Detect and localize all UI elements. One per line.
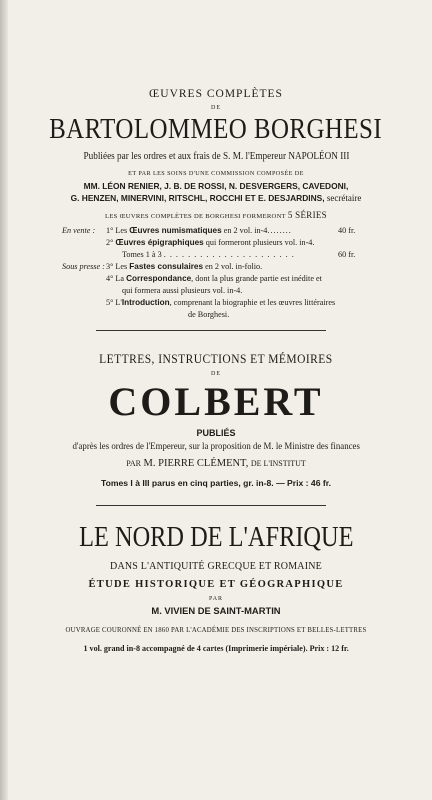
- item-2-price: 60 fr.: [338, 250, 356, 259]
- item-4-title: Correspondance: [126, 274, 192, 283]
- item-4: [106, 274, 322, 283]
- afrique-title-text: LE NORD DE L'AFRIQUE: [78, 521, 354, 553]
- afrique-par: PAR: [208, 596, 224, 602]
- item-3-num: 3°: [106, 262, 114, 271]
- item-5-cont: de Borghesi.: [188, 310, 230, 319]
- borghesi-published-text: Publiées par les ordres et aux frais de S. M. l'Empereur NAPOLÉON III: [83, 151, 349, 162]
- borghesi-title-text: BARTOLOMMEO BORGHESI: [49, 113, 383, 145]
- colbert-title: COLBERT: [108, 379, 324, 424]
- item-5-num: 5°: [106, 298, 114, 307]
- item-1-rest: en 2 vol. in-4: [223, 226, 268, 235]
- item-3-pre: Les: [115, 262, 128, 271]
- de-label: DE: [211, 105, 221, 111]
- colbert-heading: [16, 352, 416, 367]
- en-vente-label: En vente :: [62, 226, 96, 235]
- item-1-pre: Les: [115, 226, 128, 235]
- afrique-award: OUVRAGE COURONNÉ EN 1860 PAR L'ACADÉMIE DES INSCRIPTIONS ET BELLES-LETTRES: [65, 627, 367, 634]
- colbert-published: PUBLIÉS: [196, 428, 236, 438]
- members-line-1: MM. LÉON RENIER, J. B. DE ROSSI, N. DESVERGERS, CAVEDONI,: [83, 181, 349, 191]
- afrique-volume: [16, 643, 416, 653]
- afrique-volume-text: 1 vol. grand in-8 accompagné de 4 cartes (Imprimerie impériale). Prix : 12 fr.: [83, 643, 349, 653]
- item-2-rest: qui formeront plusieurs vol. in-4.: [205, 238, 315, 247]
- item-5: [106, 298, 335, 307]
- afrique-author: M. VIVIEN DE SAINT-MARTIN: [151, 605, 281, 616]
- item-1-price: 40 fr.: [338, 226, 356, 235]
- afrique-subtitle: DANS L'ANTIQUITÉ GRECQUE ET ROMAINE: [110, 561, 322, 572]
- colbert-de-label: DE: [211, 371, 221, 377]
- section-divider-2: [96, 505, 326, 506]
- item-1-num: 1°: [106, 226, 114, 235]
- sous-presse-label: Sous presse :: [62, 262, 105, 271]
- item-4-num: 4°: [106, 274, 114, 283]
- item-3-rest: en 2 vol. in-folio.: [205, 262, 263, 271]
- members-line-2-names: G. HENZEN, MINERVINI, RITSCHL, ROCCHI ET E. DESJARDINS,: [70, 193, 325, 203]
- item-4-cont: qui formera aussi plusieurs vol. in-4.: [122, 286, 243, 295]
- colbert-volumes: Tomes I à III parus en cinq parties, gr. in-8. — Prix : 46 fr.: [100, 478, 332, 488]
- section-divider-1: [96, 330, 326, 331]
- item-2-tomes-text: Tomes 1 à 3: [122, 250, 162, 259]
- item-1-title: Œuvres numismatiques: [129, 226, 222, 235]
- item-5-title: Introduction: [121, 298, 170, 307]
- page-gutter-shadow: [0, 0, 8, 800]
- members-line-2: [16, 193, 416, 203]
- item-2-title: Œuvres épigraphiques: [115, 238, 204, 247]
- item-2-num: 2°: [106, 238, 114, 247]
- borghesi-title: [16, 113, 416, 146]
- item-5-pre: L': [115, 298, 122, 307]
- item-3-title: Fastes consulaires: [129, 262, 204, 271]
- series-note: [16, 210, 416, 220]
- series-note-text: LES ŒUVRES COMPLÈTES DE BORGHESI FORMERONT: [105, 213, 286, 220]
- item-1: [106, 226, 292, 235]
- members-role: secrétaire: [326, 193, 362, 203]
- colbert-order-text: d'après les ordres de l'Empereur, sur la proposition de M. le Ministre des finances: [72, 441, 360, 452]
- afrique-study: ÉTUDE HISTORIQUE ET GÉOGRAPHIQUE: [88, 579, 344, 590]
- oeuvres-heading: ŒUVRES COMPLÈTES: [149, 88, 283, 100]
- item-2: [106, 238, 314, 247]
- colbert-editor-institute: DE L'INSTITUT: [250, 459, 306, 468]
- item-2-tomes-dots: . . . . . . . . . . . . . . . . . . . . . .: [163, 250, 295, 259]
- item-4-rest: , dont la plus grande partie est inédite et: [191, 274, 322, 283]
- borghesi-published: [16, 151, 416, 162]
- item-3: [106, 262, 262, 271]
- item-5-rest: , comprenant la biographie et les œuvres littéraires: [169, 298, 336, 307]
- item-2-tomes: [122, 250, 295, 259]
- colbert-editor-par: PAR: [126, 459, 142, 468]
- colbert-editor: [16, 458, 416, 469]
- colbert-order: [16, 441, 416, 452]
- commission-line: ET PAR LES SOINS D'UNE COMMISSION COMPOSÉE DE: [128, 170, 304, 177]
- colbert-editor-name: M. PIERRE CLÉMENT,: [143, 458, 249, 469]
- afrique-title: [16, 521, 416, 554]
- item-1-dots: ........: [267, 226, 292, 235]
- series-count: 5 SÉRIES: [287, 210, 327, 220]
- item-4-pre: La: [115, 274, 125, 283]
- colbert-heading-text: LETTRES, INSTRUCTIONS ET MÉMOIRES: [99, 352, 333, 366]
